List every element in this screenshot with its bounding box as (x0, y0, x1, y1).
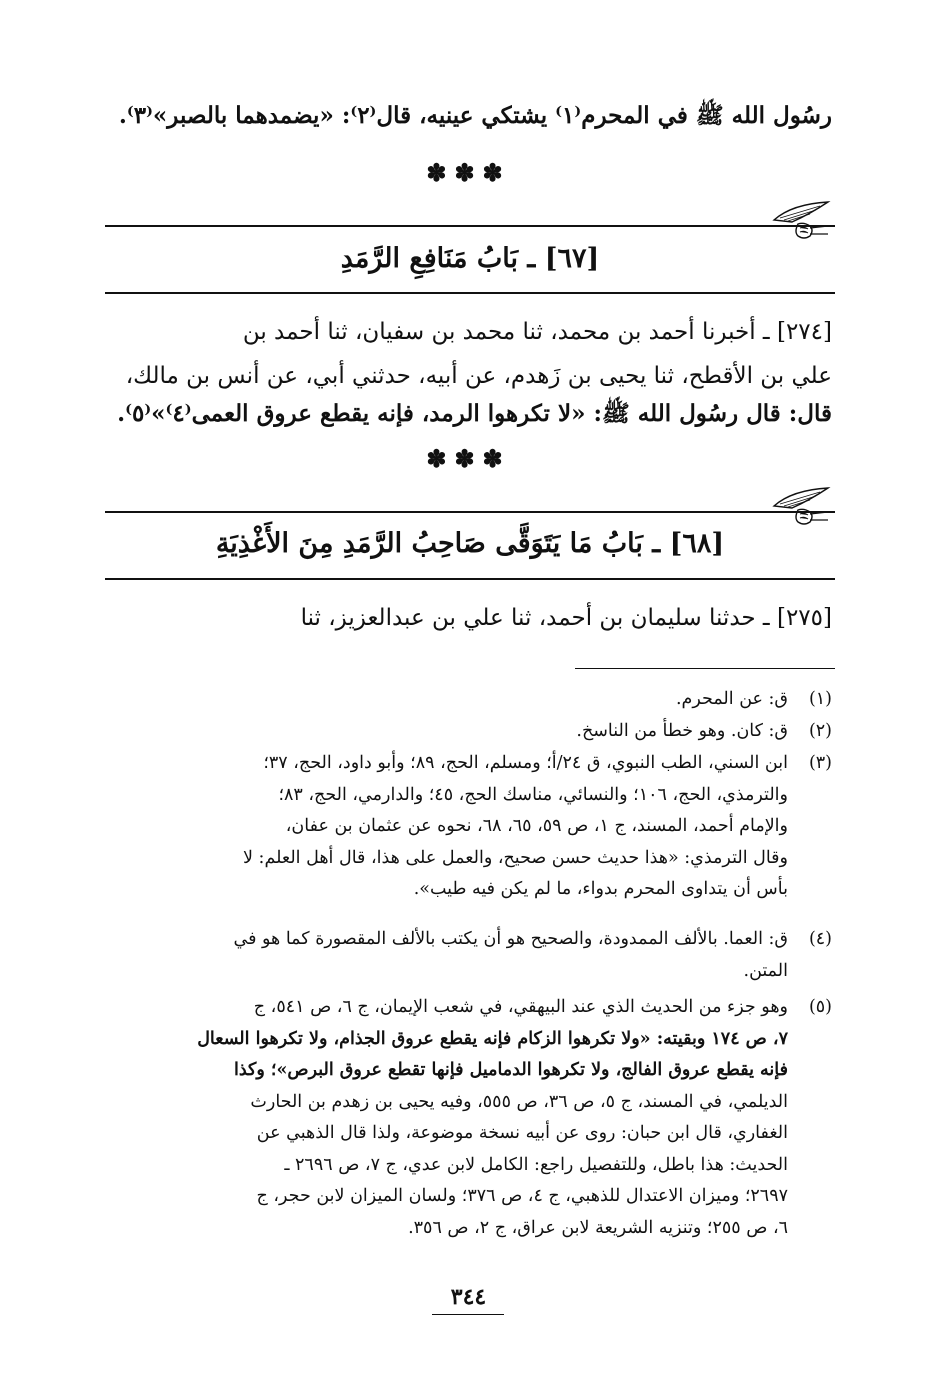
footnote-line: ق: العما. بالألف الممدودة، والصحيح هو أن يكتب بالألف المقصورة كما هو في (233, 929, 788, 949)
footnote-line: ق: كان. وهو خطأ من الناسخ. (576, 721, 788, 741)
footnote-3 (100, 748, 832, 906)
footnote-4 (100, 924, 832, 987)
hadith-274-line-1: [٢٧٤] ـ أخبرنا أحمد بن محمد، ثنا محمد بن سفيان، ثنا أحمد بن (242, 319, 832, 345)
hadith-274-line-3: قال: قال رسُول الله ﷺ: «لا تكرهوا الرمد، فإنه يقطع عروق العمى⁽٤⁾»⁽٥⁾. (117, 400, 832, 427)
footnote-number: (٢) (808, 721, 832, 741)
footnote-2 (100, 716, 832, 748)
page-number: ٣٤٤ (450, 1284, 487, 1310)
footnote-line: ابن السني، الطب النبوي، ق ٢٤/أ؛ ومسلم، الحج، ٨٩؛ وأبو داود، الحج، ٣٧؛ (263, 753, 788, 773)
footnote-number: (٤) (808, 929, 832, 949)
quill-pen-icon (770, 484, 832, 528)
footnote-line: فإنه يقطع عروق الفالج، ولا تكرهوا الدماميل فإنها تقطع عروق البرص»؛ وكذا (234, 1060, 788, 1080)
footnote-line: الغفاري، قال ابن حبان: روى عن أبيه نسخة موضوعة، ولذا قال الذهبي عن (256, 1123, 788, 1143)
chapter-68-top-rule (105, 511, 835, 513)
section-separator: ✽✽✽ (426, 444, 511, 473)
chapter-68-bottom-rule (105, 578, 835, 580)
footnote-line: وقال الترمذي: «هذا حديث حسن صحيح، والعمل على هذا، قال أهل العلم: لا (243, 847, 788, 868)
footnote-number: (٣) (808, 753, 832, 773)
hadith-continuation-line: رسُول الله ﷺ في المحرم⁽١⁾ يشتكي عينيه، قال⁽٢⁾: «يضمدهما بالصبر»⁽٣⁾. (118, 102, 832, 129)
footnote-line: بأس أن يتداوى المحرم بدواء، ما لم يكن فيه طيب». (413, 879, 788, 899)
footnotes-separator (575, 668, 835, 669)
page-number-underline (432, 1314, 504, 1315)
section-separator: ✽✽✽ (426, 158, 511, 187)
footnote-1 (100, 684, 832, 716)
chapter-67-bottom-rule (105, 292, 835, 294)
footnote-line: ق: عن المحرم. (675, 689, 788, 709)
chapter-67-top-rule (105, 225, 835, 227)
chapter-68-title: [٦٨] ـ بَابُ مَا يَتَوَقَّى صَاحِبُ الرَّمَدِ مِنَ الأَغْذِيَةِ (215, 528, 725, 559)
footnote-line: ٦، ص ٢٥٥؛ وتنزيه الشريعة لابن عراق، ج ٢، ص ٣٥٦. (408, 1217, 788, 1238)
hadith-274-line-2: علي بن الأقطح، ثنا يحيى بن زَهدم، عن أبيه، حدثني أبي، عن أنس بن مالك، (125, 363, 832, 389)
footnote-number: (٥) (808, 997, 832, 1017)
footnote-5 (100, 992, 832, 1244)
quill-pen-icon (770, 198, 832, 242)
footnote-line: الحديث: هذا باطل، وللتفصيل راجع: الكامل لابن عدي، ج ٧، ص ٢٦٩٦ ـ (284, 1154, 788, 1175)
chapter-67-title: [٦٧] ـ بَابُ مَنَافِعِ الرَّمَدِ (340, 243, 600, 274)
footnote-line: ٧، ص ١٧٤ وبقيته: «ولا تكرهوا الزكام فإنه يقطع عروق الجذام، ولا تكرهوا السعال (197, 1028, 788, 1049)
footnote-line: الديلمي، في المسند، ج ٥، ص ٣٦، ص ٥٥٥، وفيه يحيى بن زهدم بن الحارث (250, 1091, 788, 1112)
footnote-line: والإمام أحمد، المسند، ج ١، ص ٥٩، ٦٥، ٦٨، نحوه عن عثمان بن عفان، (285, 816, 788, 836)
footnote-line: والترمذي، الحج، ١٠٦؛ والنسائي، مناسك الحج، ٤٥؛ والدارمي، الحج، ٨٣؛ (278, 784, 788, 805)
hadith-275-line-1: [٢٧٥] ـ حدثنا سليمان بن أحمد، ثنا علي بن عبدالعزيز، ثنا (300, 605, 832, 631)
footnote-line: المتن. (743, 960, 788, 981)
footnote-line: ٢٦٩٧؛ وميزان الاعتدال للذهبي، ج ٤، ص ٣٧٦؛ ولسان الميزان لابن حجر، ج (256, 1186, 788, 1206)
footnote-number: (١) (808, 689, 832, 709)
footnote-line: وهو جزء من الحديث الذي عند البيهقي، في شعب الإيمان، ج ٦، ص ٥٤١، ج (253, 997, 788, 1017)
